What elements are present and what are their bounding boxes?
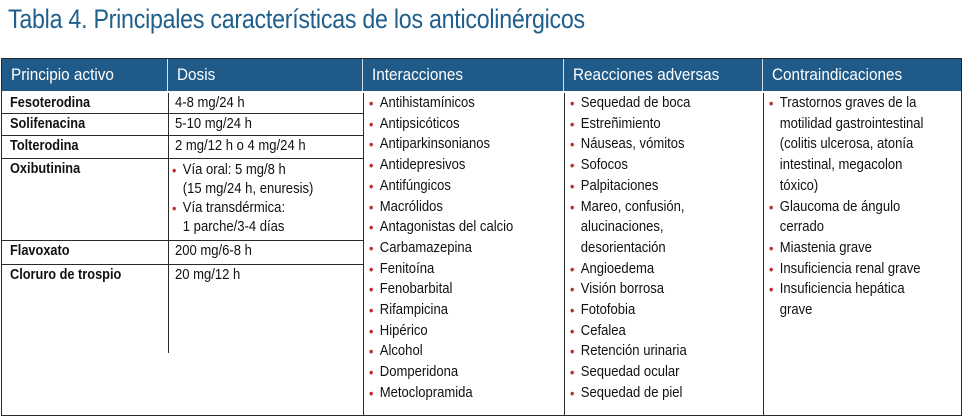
list-item: • Miastenia grave <box>769 238 923 259</box>
list-item: • Retención urinaria <box>570 341 690 362</box>
list-item: • Antagonistas del calcio <box>369 217 513 238</box>
characteristics-table <box>1 58 962 416</box>
list-item: motilidad gastrointestinal <box>779 115 924 132</box>
list-item: • Rifampicina <box>369 300 513 321</box>
list-item: • Antihistamínicos <box>369 93 513 114</box>
interacciones-list <box>369 93 513 404</box>
header-reacciones-adversas: Reacciones adversas <box>564 59 763 91</box>
list-item: tóxico) <box>779 177 819 194</box>
list-item: (15 mg/24 h, enuresis) <box>182 181 314 197</box>
list-item: • Estreñimiento <box>570 114 690 135</box>
list-item: • Sofocos <box>570 155 690 176</box>
list-item: 1 parche/3-4 días <box>182 219 285 235</box>
table-header-row <box>2 59 962 91</box>
table-row <box>2 265 363 353</box>
drug-name: Oxibutinina <box>10 161 81 177</box>
header-contraindicaciones: Contraindicaciones <box>772 65 903 84</box>
list-item: grave <box>779 302 813 319</box>
list-item: • Domperidona <box>369 362 513 383</box>
list-item: • Visión borrosa <box>570 279 690 300</box>
drug-dose: 5-10 mg/24 h <box>175 116 252 132</box>
list-item: • Carbamazepina <box>369 238 513 259</box>
drug-name: Tolterodina <box>10 138 79 154</box>
drug-dose-list <box>172 161 313 237</box>
drug-name: Flavoxato <box>10 243 70 259</box>
table-title: Tabla 4. Principales características de los anticolinérgicos <box>8 4 585 34</box>
list-item: • Antidepresivos <box>369 155 513 176</box>
list-item: alucinaciones, <box>580 219 664 236</box>
list-item: • Sequedad de boca <box>570 93 690 114</box>
list-item: • Vía oral: 5 mg/8 h <box>172 161 313 180</box>
drug-name: Fesoterodina <box>10 95 91 111</box>
list-item: • Fenobarbital <box>369 279 513 300</box>
header-dosis: Dosis <box>168 59 363 91</box>
table-row <box>2 136 363 159</box>
list-item: • Alcohol <box>369 341 513 362</box>
drug-name: Solifenacina <box>10 116 86 132</box>
table-row <box>2 241 363 265</box>
list-item: • Vía transdérmica: <box>172 199 313 218</box>
header-interacciones: Interacciones <box>363 59 564 91</box>
list-item: • Mareo, confusión, <box>570 197 690 218</box>
drug-name: Cloruro de trospio <box>10 267 122 283</box>
list-item: • Cefalea <box>570 321 690 342</box>
list-item: • Antipsicóticos <box>369 114 513 135</box>
drug-dose: 4-8 mg/24 h <box>175 95 245 111</box>
list-item: • Fotofobia <box>570 300 690 321</box>
divider-interacciones <box>363 93 364 416</box>
list-item: • Glaucoma de ángulo <box>769 197 923 218</box>
list-item: • Sequedad de piel <box>570 383 690 404</box>
list-item: • Sequedad ocular <box>570 362 690 383</box>
list-item: intestinal, megacolon <box>779 157 903 174</box>
list-item: • Náuseas, vómitos <box>570 134 690 155</box>
drug-dose: 2 mg/12 h o 4 mg/24 h <box>175 138 306 154</box>
table-row <box>2 114 363 136</box>
header-principio-activo: Principio activo <box>2 59 168 91</box>
divider-reacciones <box>564 93 565 416</box>
list-item: • Antifúngicos <box>369 176 513 197</box>
list-item: • Angioedema <box>570 259 690 280</box>
reacciones-list <box>570 93 690 404</box>
table-row <box>2 159 363 241</box>
list-item: (colitis ulcerosa, atonía <box>779 136 914 153</box>
list-item: • Fenitoína <box>369 259 513 280</box>
list-item: • Antiparkinsonianos <box>369 134 513 155</box>
list-item: • Trastornos graves de la <box>769 93 923 114</box>
list-item: • Insuficiencia hepática <box>769 279 923 300</box>
list-item: • Macrólidos <box>369 197 513 218</box>
list-item: cerrado <box>779 219 825 236</box>
drug-dose: 200 mg/6-8 h <box>175 243 252 259</box>
table-body <box>2 93 962 416</box>
divider-contraindicaciones <box>763 93 764 416</box>
drug-dose: 20 mg/12 h <box>175 267 241 283</box>
list-item: • Hipérico <box>369 321 513 342</box>
list-item: • Insuficiencia renal grave <box>769 259 923 280</box>
table-row <box>2 93 363 114</box>
list-item: • Metoclopramida <box>369 383 513 404</box>
list-item: • Palpitaciones <box>570 176 690 197</box>
list-item: desorientación <box>580 239 666 256</box>
contraindicaciones-list <box>769 93 923 321</box>
